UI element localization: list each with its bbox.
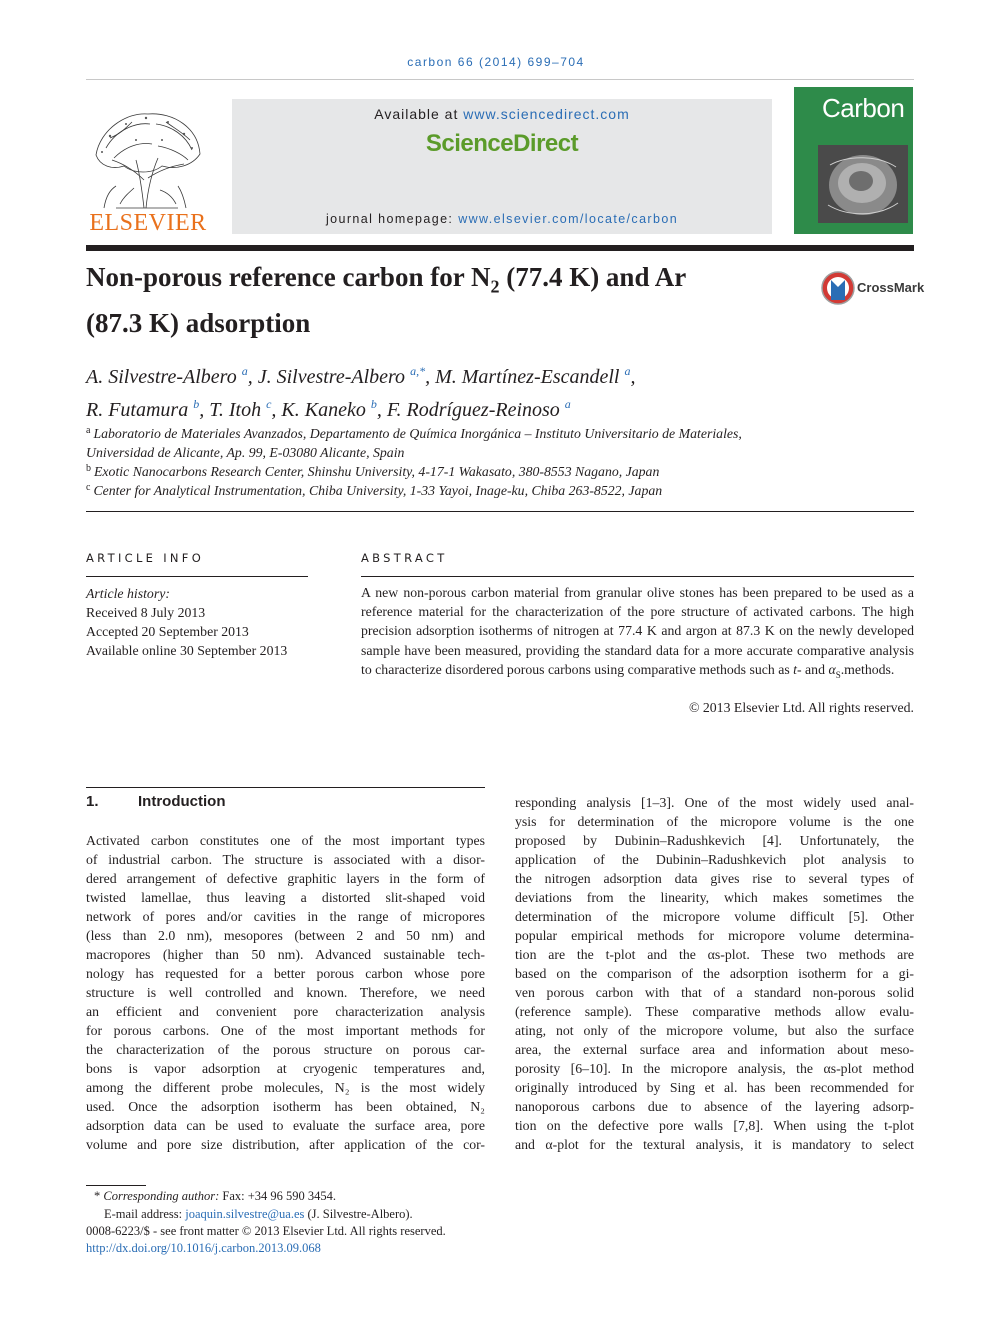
available-at-label: Available at (374, 106, 459, 122)
article-info-heading: ARTICLE INFO (86, 551, 205, 565)
email-label: E-mail address: (104, 1207, 186, 1221)
article-info-rule (86, 576, 308, 577)
body-text-line: network of pores and/or cavities in the range of micropores (86, 909, 485, 924)
body-text-line: for porous carbons. One of the most important methods for (86, 1023, 485, 1038)
corr-label: Corresponding author: (103, 1189, 220, 1203)
front-matter-divider (86, 511, 914, 512)
alpha-subscript: S (835, 669, 841, 680)
body-text-line: dered arrangement of defective graphitic layers in the form of (86, 871, 485, 886)
body-text-line: area, the external surface area and information about meso- (515, 1042, 914, 1057)
accepted-date: Accepted 20 September 2013 (86, 624, 249, 639)
author-affiliation-mark[interactable]: a (564, 397, 571, 411)
abstract-rule (361, 576, 914, 577)
body-text-line: of industrial carbon. The structure is associated with a disor- (86, 852, 485, 867)
received-date: Received 8 July 2013 (86, 605, 206, 620)
body-text-line: nology has requested for a better porous carbon whose pore (86, 966, 485, 981)
body-text-line: originally introduced by Sing et al. has been recommended for (515, 1080, 914, 1095)
alpha-symbol: α (828, 661, 836, 677)
body-text-line: application of the Dubinin–Radushkevich plot analysis to (515, 852, 914, 867)
affiliation-text: Exotic Nanocarbons Research Center, Shinshu University, 4-17-1 Wakasato, 380-8553 Nagano, Japan (94, 464, 660, 479)
author[interactable]: A. Silvestre-Albero (86, 366, 237, 388)
body-text-line: ysis for determination of the micropore volume is the one (515, 814, 914, 829)
affiliation-text: Center for Analytical Instrumentation, Chiba University, 1-33 Yayoi, Inage-ku, Chiba 263-8522, Japan (93, 483, 663, 498)
affiliation-a (86, 421, 846, 462)
body-text-line: the characterization of the porous structure on porous car- (86, 1042, 485, 1057)
abstract-end: .methods. (840, 661, 895, 677)
author-affiliation-mark[interactable]: c (266, 397, 272, 411)
crossmark-icon[interactable] (820, 270, 856, 306)
elsevier-wordmark: ELSEVIER (89, 210, 207, 236)
cover-micrograph (818, 145, 908, 223)
author-affiliation-mark[interactable]: b (370, 397, 377, 411)
email-owner: (J. Silvestre-Albero). (304, 1207, 413, 1221)
body-text-line: deviations from the linearity, which makes sometimes the (515, 890, 914, 905)
corresponding-author-note (94, 1188, 694, 1205)
corr-fax: Fax: +34 96 590 3454. (219, 1189, 337, 1203)
title-subscript: 2 (490, 276, 500, 297)
body-column-right (515, 793, 914, 1154)
abstract-heading: ABSTRACT (361, 551, 448, 565)
body-text-line: based on the comparison of the adsorption isotherm for a gi- (515, 966, 914, 981)
body-text-line: macropores (higher than 50 nm). Advanced sustainable tech- (86, 947, 485, 962)
body-text-line: responding analysis [1–3]. One of the most widely used anal- (515, 795, 914, 810)
affiliation-text: Universidad de Alicante, Ap. 99, E-03080 Alicante, Spain (86, 445, 405, 460)
body-text-line: proposed by Dubinin–Radushkevich [4]. Unfortunately, the (515, 833, 914, 848)
title-part-2: (77.4 K) and Ar (499, 262, 687, 292)
homepage-link[interactable]: www.elsevier.com/locate/carbon (458, 212, 679, 226)
issn-note: 0008-6223/$ - see front matter © 2013 Elsevier Ltd. All rights reserved. (86, 1224, 446, 1238)
journal-homepage (232, 212, 772, 226)
header-divider (86, 79, 914, 80)
body-text-line: (reference sample). These comparative methods allow evalu- (515, 1004, 914, 1019)
body-text-line: nanoporous carbons due to absence of the layering adsorp- (515, 1099, 914, 1114)
author[interactable]: K. Kaneko (281, 399, 366, 421)
body-text-line: adsorption data can be used to evaluate the surface area, pore (86, 1118, 485, 1133)
body-text-line: porosity [6–10]. In the micropore analysis, the αs-plot method (515, 1061, 914, 1076)
author-affiliation-mark[interactable]: a,* (410, 364, 426, 378)
title-part-1: Non-porous reference carbon for N (86, 262, 491, 292)
author[interactable]: F. Rodríguez-Reinoso (386, 399, 560, 421)
footnote-mark: * (94, 1189, 101, 1203)
email-link[interactable]: joaquin.silvestre@ua.es (185, 1207, 305, 1221)
abstract-copyright: © 2013 Elsevier Ltd. All rights reserved. (688, 700, 914, 715)
article-title (86, 259, 806, 342)
section-number: 1. (86, 793, 99, 810)
author-list: A. Silvestre-Albero $^a$, J. Silvestre-Albero $^{a,*}$, M. Martínez-Escandell $^a$, R. Futamura $^b$, T. Itoh $^c$, K. Kaneko $^b$, F. Rodríguez-Reinoso $^a$ (86, 364, 636, 421)
t-symbol: t (793, 661, 798, 677)
affiliation-text: Laboratorio de Materiales Avanzados, Departamento de Química Inorgánica – Instituto Universitario de Materiales, (93, 426, 742, 441)
body-text-line: determination of the micropore volume difficult [5]. Other (515, 909, 914, 924)
homepage-label: journal homepage: (325, 212, 454, 226)
online-date: Available online 30 September 2013 (86, 643, 288, 658)
body-text-line: and α-plot for the textural analysis, it is mandatory to select (515, 1137, 914, 1152)
history-label: Article history: (86, 586, 170, 601)
section-rule (86, 787, 485, 788)
affiliation-mark: a (86, 425, 91, 436)
email-note (104, 1206, 704, 1223)
abstract-body: A new non-porous carbon material from granular olive stones has been prepared to be used as a reference material for the characterization of the pore structure of activated carbons. The high precision adsorption isotherms of nitrogen at 77.4 K and argon at 87.3 K on the newly developed sample have been measured, providing the standard data for a more accurate comparative analysis to characterize disordered porous carbons using comparative methods such as (361, 585, 914, 677)
cover-title: Carbon (822, 93, 905, 123)
doi-link[interactable]: http://dx.doi.org/10.1016/j.carbon.2013.09.068 (86, 1241, 321, 1255)
body-text-line: among the different probe molecules, N₂ is the most widely (86, 1080, 485, 1095)
available-at (232, 106, 772, 122)
body-text-line: volume and pore size distribution, after application of the cor- (86, 1137, 485, 1152)
crossmark-label[interactable]: CrossMark (857, 280, 925, 295)
author-affiliation-mark[interactable]: a (241, 364, 248, 378)
body-text-line: Activated carbon constitutes one of the most important types (86, 833, 485, 848)
body-text-line: an efficient and convenient pore characterization analysis (86, 1004, 485, 1019)
body-text-line: twisted lamellae, thus leaving a distorted slit-shaped void (86, 890, 485, 905)
header-thick-rule (86, 245, 914, 251)
author[interactable]: M. Martínez-Escandell (435, 366, 620, 388)
sciencedirect-brand: ScienceDirect (425, 130, 579, 157)
footnote-rule (86, 1185, 146, 1186)
title-part-3: (87.3 K) adsorption (86, 308, 311, 339)
body-column-left (86, 831, 485, 1154)
author-affiliation-mark[interactable]: a (624, 364, 631, 378)
sciencedirect-link[interactable]: www.sciencedirect.com (463, 106, 630, 122)
author[interactable]: J. Silvestre-Albero (257, 366, 406, 388)
author[interactable]: T. Itoh (209, 399, 262, 421)
affiliation-mark: c (86, 482, 91, 493)
body-text-line: bons is vapor adsorption at cryogenic temperatures and, (86, 1061, 485, 1076)
body-text-line: tion are the t-plot and the αs-plot. These two methods are (515, 947, 914, 962)
body-text-line: used. Once the adsorption isotherm has been obtained, N₂ (86, 1099, 485, 1114)
body-text-line: (less than 2.0 nm), mesopores (between 2 and 50 nm) and (86, 928, 485, 943)
abstract-text (361, 583, 914, 685)
body-text-line: ating, not only of the micropore volume, but also the surface (515, 1023, 914, 1038)
body-text-line: the nitrogen adsorption data gives rise to several types of (515, 871, 914, 886)
section-title: Introduction (138, 793, 226, 810)
affiliation-mark: b (86, 463, 91, 474)
body-text-line: ven porous carbon with that of a standard non-porous solid (515, 985, 914, 1000)
body-text-line: structure is well controlled and known. Therefore, we need (86, 985, 485, 1000)
author-affiliation-mark[interactable]: b (193, 397, 200, 411)
affiliation-c (86, 478, 846, 500)
body-text-line: tion on the defective pore walls [7,8]. When using the t-plot (515, 1118, 914, 1133)
author[interactable]: R. Futamura (86, 399, 189, 421)
body-text-line: popular empirical methods for micropore volume determina- (515, 928, 914, 943)
journal-reference: carbon 66 (2014) 699–704 (407, 55, 585, 69)
abstract-and: - and (797, 661, 829, 677)
